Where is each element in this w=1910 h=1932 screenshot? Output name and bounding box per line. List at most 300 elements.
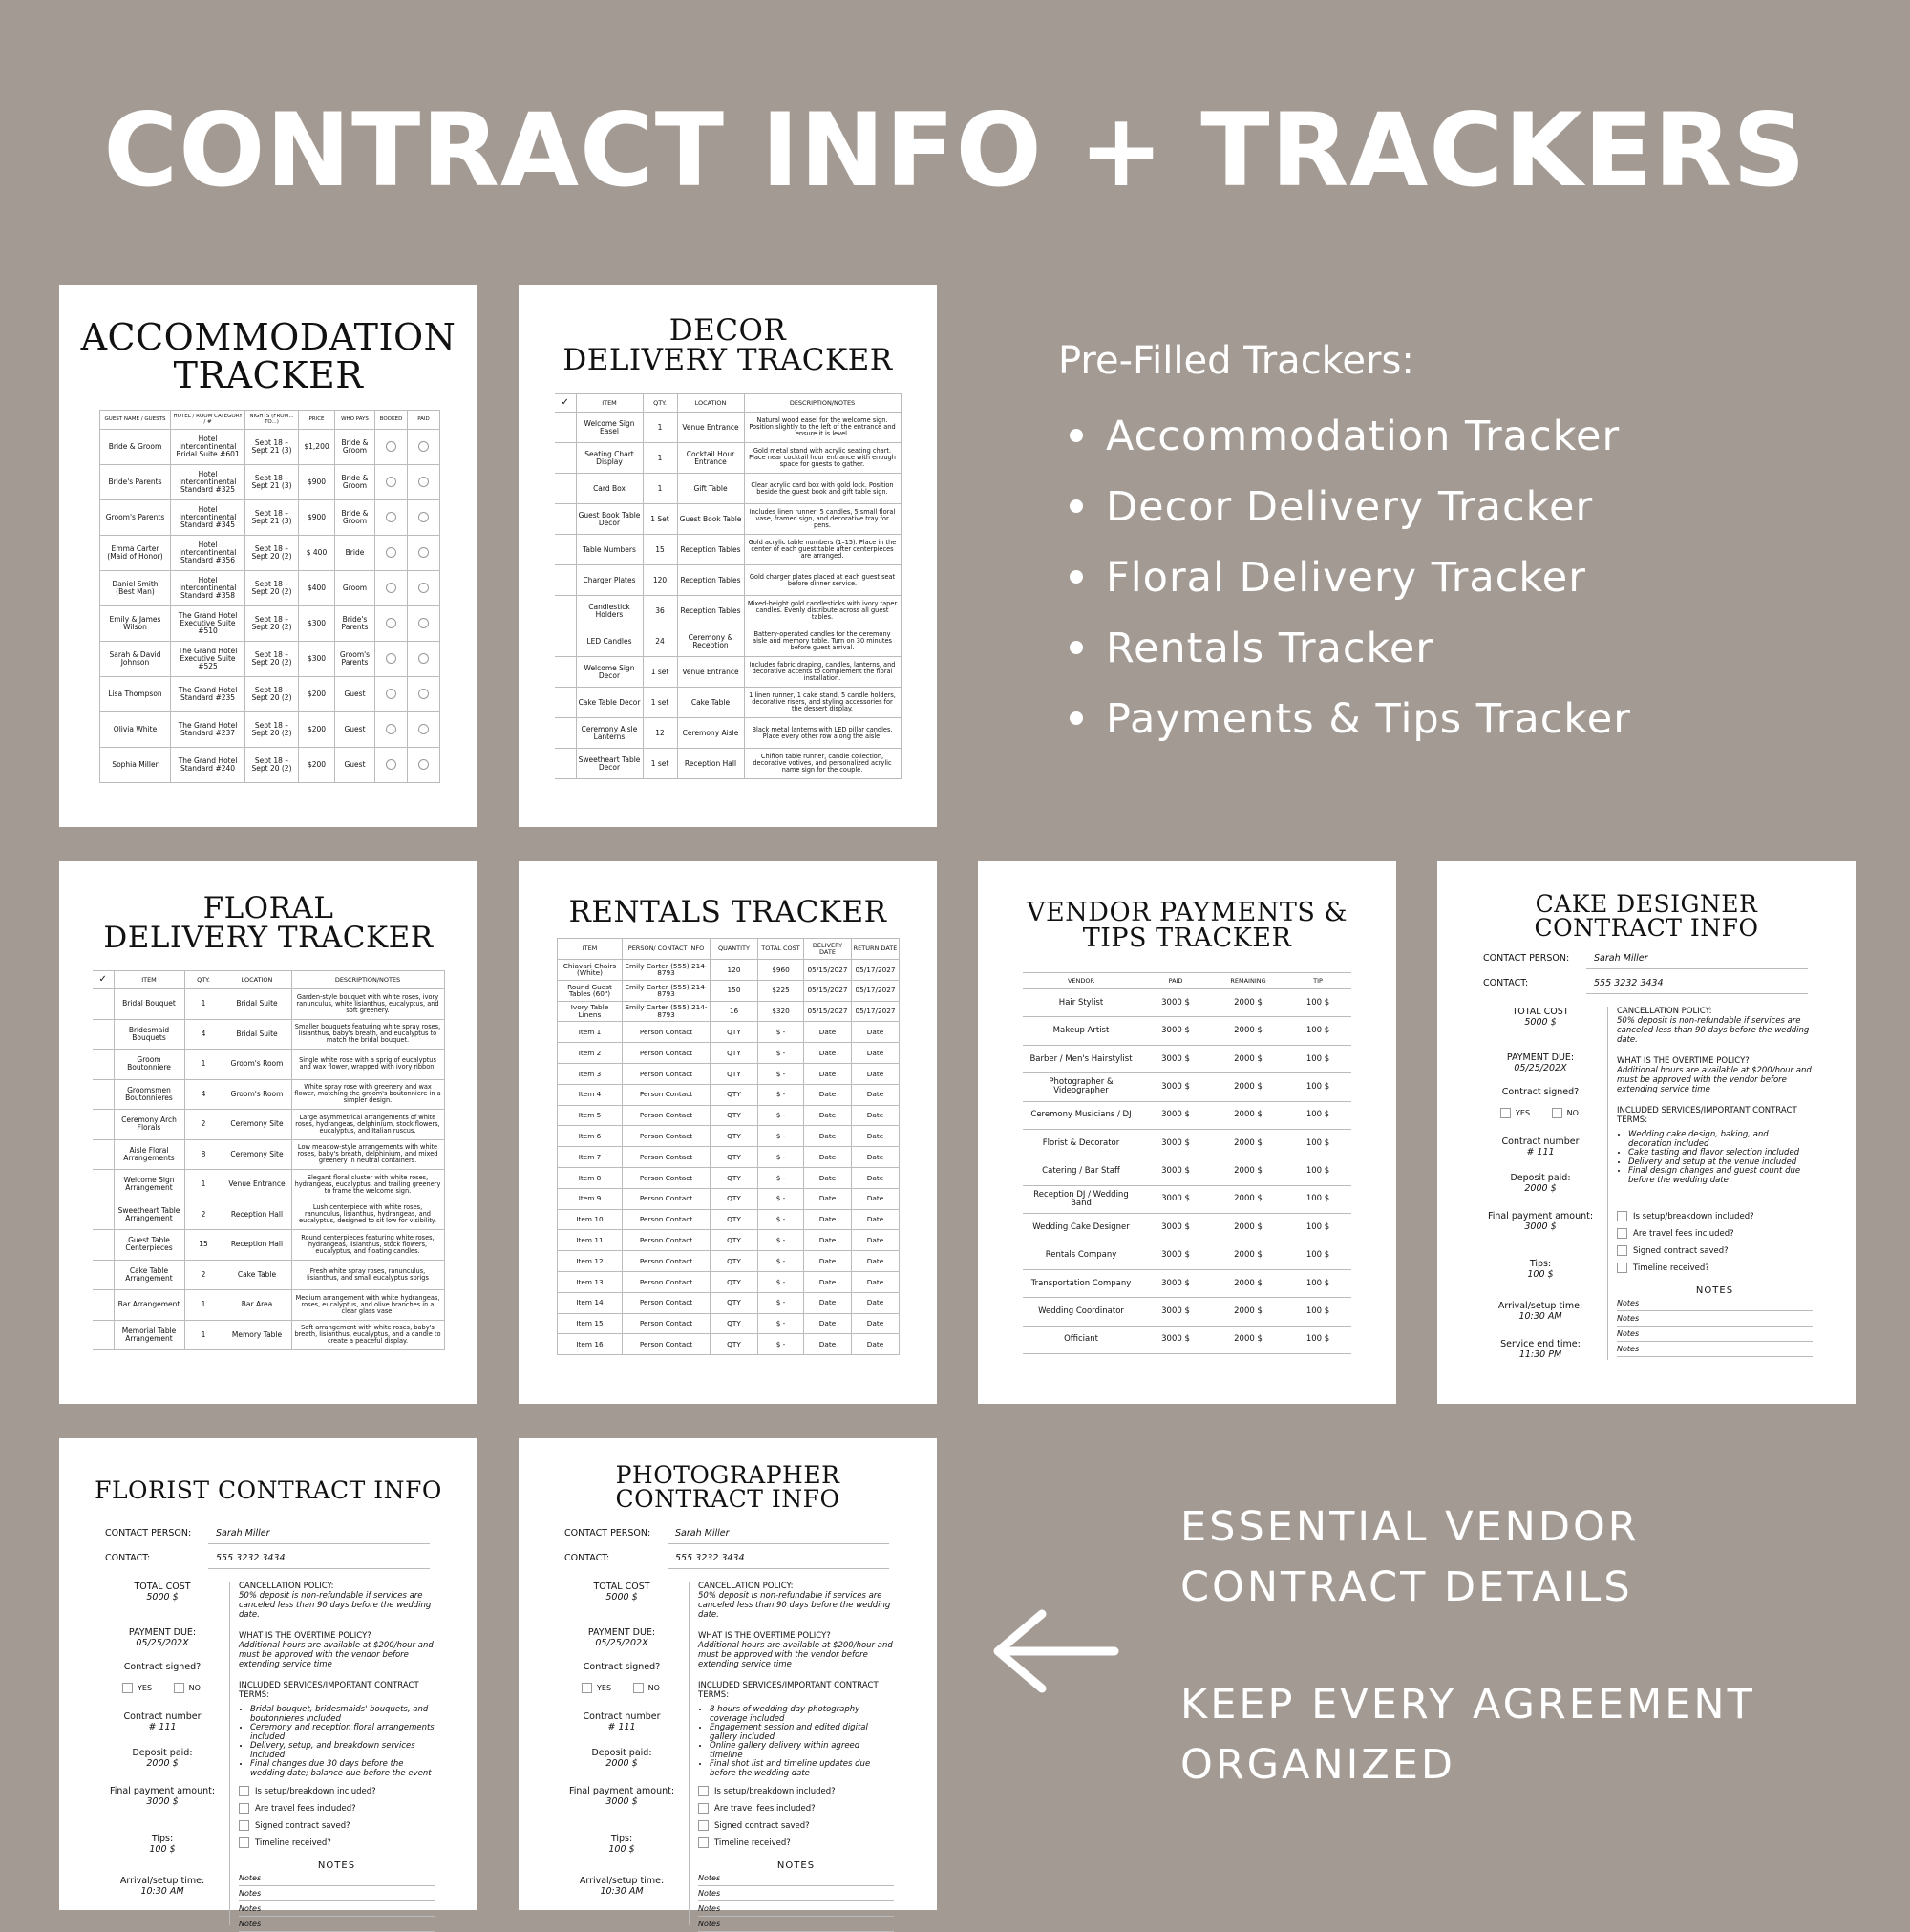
table-cell: Sept 18 – Sept 20 (2): [245, 606, 299, 642]
contract-signed-label: Contract signed?: [583, 1662, 661, 1672]
table-cell: Date: [804, 1126, 852, 1147]
florist-contract-card: [59, 1438, 478, 1928]
circle-checkbox-icon: [418, 618, 429, 628]
table-cell: 3000 $: [1139, 1298, 1212, 1326]
table-cell: Date: [804, 1063, 852, 1084]
table-cell: Item 2: [558, 1043, 623, 1064]
contract-signed-options: [582, 1683, 660, 1693]
table-cell: 2000 $: [1212, 1129, 1284, 1157]
yes-label: YES: [1516, 1109, 1531, 1117]
final-payment: [564, 1786, 679, 1807]
table-cell: Date: [852, 1251, 900, 1272]
table-row: [558, 1271, 900, 1292]
table-row: [1023, 1045, 1351, 1072]
table-cell: Item 1: [558, 1022, 623, 1043]
contact-row: [564, 1553, 889, 1566]
table-cell: $ -: [758, 1334, 804, 1355]
checkbox[interactable]: [698, 1837, 709, 1848]
deposit-paid: [1483, 1173, 1598, 1194]
table-cell: 2000 $: [1212, 1298, 1284, 1326]
table-cell: Person Contact: [623, 1105, 711, 1126]
table-cell: 100 $: [1284, 1073, 1351, 1101]
notes-line[interactable]: Notes: [1617, 1311, 1813, 1327]
prefilled-list-item: [1070, 684, 1631, 754]
table-cell: Item 11: [558, 1230, 623, 1251]
table-cell: Groom's Parents: [100, 500, 171, 536]
essential-vendor-line1: ESSENTIAL VENDOR: [1180, 1503, 1640, 1551]
table-cell: Date: [804, 1230, 852, 1251]
table-cell: QTY: [711, 1271, 758, 1292]
table-row: [555, 504, 901, 535]
checklist-item-label: Are travel fees included?: [714, 1804, 816, 1814]
photographer-title-line2: CONTRACT INFO: [615, 1485, 840, 1513]
table-cell: $ -: [758, 1022, 804, 1043]
table-cell: Includes fabric draping, candles, lanterns, and decorative accents to complement the floral installation.: [744, 657, 901, 688]
table-row: [558, 1230, 900, 1251]
table-row: [558, 1292, 900, 1313]
table-cell: 1 linen runner, 1 cake stand, 5 candle holders, decorative risers, and styling accessories for the dessert display.: [744, 688, 901, 718]
table-cell: QTY: [711, 1147, 758, 1168]
total-cost: [1483, 1007, 1598, 1028]
check-cell: [93, 1050, 114, 1080]
table-cell: QTY: [711, 1292, 758, 1313]
table-cell: Bridal Suite: [223, 989, 291, 1020]
table-header-cell: LOCATION: [677, 394, 744, 413]
table-header-cell: DESCRIPTION/NOTES: [744, 394, 901, 413]
table-cell: Person Contact: [623, 1084, 711, 1105]
checkbox[interactable]: [239, 1820, 249, 1831]
table-cell: QTY: [711, 1063, 758, 1084]
table-row: [100, 606, 440, 642]
table-cell: Date: [852, 1063, 900, 1084]
table-cell: Item 14: [558, 1292, 623, 1313]
table-cell: 15: [184, 1230, 223, 1261]
cake-designer-contract-card: [1437, 861, 1856, 1404]
table-cell: Elegant floral cluster with white roses, hydrangeas, eucalyptus, and trailing greenery to frame the welcome sign.: [291, 1170, 444, 1200]
deposit-paid-value: 2000 $: [605, 1758, 638, 1769]
checkbox[interactable]: [1617, 1228, 1627, 1239]
table-cell: 120: [643, 565, 677, 596]
table-cell: Sept 18 – Sept 20 (2): [245, 712, 299, 748]
table-cell: Item 5: [558, 1105, 623, 1126]
overtime-text: Additional hours are available at $200/hour and must be approved with the vendor before extending service time: [239, 1641, 434, 1669]
table-cell: Round centerpieces featuring white roses, hydrangeas, lisianthus, stock flowers, eucalyptus, and floating candles.: [291, 1230, 444, 1261]
deposit-paid-value: 2000 $: [1524, 1183, 1557, 1194]
table-cell: Natural wood easel for the welcome sign. Position slightly to the left of the entrance and ensure it is level.: [744, 413, 901, 443]
table-cell: Groom's Parents: [335, 642, 375, 677]
check-cell: [555, 443, 576, 474]
table-cell: Date: [852, 1292, 900, 1313]
table-cell: 100 $: [1284, 1214, 1351, 1242]
table-cell: 2000 $: [1212, 1017, 1284, 1045]
table-cell: Date: [804, 1084, 852, 1105]
table-cell: Date: [804, 1043, 852, 1064]
table-cell: Bride: [335, 536, 375, 571]
table-cell: 2000 $: [1212, 1101, 1284, 1129]
table-cell: 1: [184, 989, 223, 1020]
table-cell: 120: [711, 960, 758, 981]
table-cell: 4: [184, 1079, 223, 1110]
check-cell: [555, 413, 576, 443]
table-cell: Sarah & David Johnson: [100, 642, 171, 677]
circle-checkbox-icon: [386, 477, 396, 487]
check-cell: [93, 1170, 114, 1200]
check-column-header: ✓: [555, 394, 576, 413]
table-cell: Person Contact: [623, 1230, 711, 1251]
total-cost-label: TOTAL COST: [1512, 1007, 1569, 1017]
check-cell: [555, 749, 576, 779]
table-cell: Sophia Miller: [100, 748, 171, 783]
table-row: [558, 1043, 900, 1064]
checkbox[interactable]: [239, 1803, 249, 1814]
yes-checkbox[interactable]: [1500, 1108, 1511, 1118]
contract-signed: [564, 1662, 679, 1672]
tips-label: Tips:: [151, 1834, 174, 1844]
notes-line[interactable]: Notes: [1617, 1342, 1813, 1357]
checkbox[interactable]: [1617, 1263, 1627, 1273]
table-cell: Date: [804, 1188, 852, 1209]
table-row: [1023, 1298, 1351, 1326]
table-cell: $ -: [758, 1188, 804, 1209]
table-cell: Emily Carter (555) 214-8793: [623, 980, 711, 1001]
notes-line[interactable]: Notes: [698, 1886, 894, 1901]
table-cell: $900: [299, 465, 335, 500]
check-cell: [93, 1110, 114, 1140]
accommodation-title-line1: ACCOMMODATION: [80, 316, 456, 358]
table-cell: 1: [184, 1050, 223, 1080]
table-cell: 1 Set: [643, 504, 677, 535]
checkbox-cell: [375, 465, 408, 500]
table-cell: Makeup Artist: [1023, 1017, 1139, 1045]
yes-checkbox[interactable]: [122, 1683, 133, 1693]
contact-person-row-value: Sarah Miller: [1594, 953, 1648, 964]
checkbox-cell: [408, 642, 440, 677]
table-cell: Person Contact: [623, 1126, 711, 1147]
check-cell: [93, 1230, 114, 1261]
table-cell: Candlestick Holders: [576, 596, 643, 626]
table-row: [558, 1001, 900, 1022]
contract-number-label: Contract number: [123, 1711, 202, 1722]
notes-line[interactable]: Notes: [239, 1917, 435, 1932]
total-cost-value: 5000 $: [1524, 1017, 1557, 1028]
table-cell: Bride's Parents: [335, 606, 375, 642]
notes-line[interactable]: Notes: [239, 1901, 435, 1917]
table-row: [558, 1167, 900, 1188]
table-cell: Person Contact: [623, 1292, 711, 1313]
table-cell: Officiant: [1023, 1326, 1139, 1353]
prefilled-list: [1070, 401, 1631, 754]
table-row: [1023, 1214, 1351, 1242]
table-cell: Groom's Room: [223, 1079, 291, 1110]
deposit-paid: [105, 1748, 220, 1769]
table-cell: Sept 18 – Sept 20 (2): [245, 748, 299, 783]
table-cell: $300: [299, 642, 335, 677]
floral-title-line1: FLORAL: [202, 891, 334, 925]
table-cell: Person Contact: [623, 1147, 711, 1168]
check-cell: [93, 1260, 114, 1290]
table-header-cell: QTY.: [643, 394, 677, 413]
tips-value: 100 $: [149, 1844, 176, 1855]
table-cell: 3000 $: [1139, 1073, 1212, 1101]
no-checkbox[interactable]: [174, 1683, 184, 1693]
tips: [1483, 1259, 1598, 1280]
table-cell: Person Contact: [623, 1209, 711, 1230]
table-cell: Item 16: [558, 1334, 623, 1355]
table-cell: QTY: [711, 1167, 758, 1188]
table-cell: 24: [643, 626, 677, 657]
table-cell: $ -: [758, 1230, 804, 1251]
arrival-time-label: Arrival/setup time:: [579, 1876, 665, 1886]
table-cell: 1 set: [643, 688, 677, 718]
contact-row: [105, 1553, 430, 1566]
table-cell: Bridal Bouquet: [114, 989, 184, 1020]
table-cell: 2000 $: [1212, 1326, 1284, 1353]
table-cell: Date: [804, 1022, 852, 1043]
included-label: INCLUDED SERVICES/IMPORTANT CONTRACT TERMS:: [698, 1681, 879, 1700]
table-cell: Card Box: [576, 474, 643, 504]
checkbox[interactable]: [698, 1803, 709, 1814]
checkbox-cell: [375, 748, 408, 783]
no-checkbox[interactable]: [633, 1683, 644, 1693]
table-cell: QTY: [711, 1105, 758, 1126]
table-cell: QTY: [711, 1126, 758, 1147]
table-cell: 4: [184, 1019, 223, 1050]
table-cell: Date: [852, 1084, 900, 1105]
checkbox[interactable]: [698, 1786, 709, 1796]
table-cell: Venue Entrance: [677, 657, 744, 688]
table-cell: Date: [852, 1043, 900, 1064]
table-cell: Sept 18 – Sept 21 (3): [245, 465, 299, 500]
table-cell: Date: [804, 1271, 852, 1292]
table-cell: $200: [299, 677, 335, 712]
arrival-time: [105, 1876, 220, 1897]
underline: [668, 1543, 889, 1544]
notes-line[interactable]: Notes: [698, 1871, 894, 1886]
yes-checkbox[interactable]: [582, 1683, 592, 1693]
cake-title: [1437, 892, 1856, 940]
table-cell: 2000 $: [1212, 989, 1284, 1017]
checklist: [239, 1786, 435, 1932]
circle-checkbox-icon: [418, 724, 429, 734]
table-cell: Reception Tables: [677, 535, 744, 565]
checklist-item-label: Is setup/breakdown included?: [1633, 1212, 1754, 1221]
table-row: [100, 712, 440, 748]
notes-line[interactable]: Notes: [1617, 1327, 1813, 1342]
table-cell: Welcome Sign Easel: [576, 413, 643, 443]
table-cell: 2000 $: [1212, 1045, 1284, 1072]
circle-checkbox-icon: [418, 689, 429, 699]
table-cell: Bridesmaid Bouquets: [114, 1019, 184, 1050]
table-cell: Date: [804, 1251, 852, 1272]
included-item: • Final changes due 30 days before the wedding date; balance due before the event: [250, 1760, 435, 1778]
table-cell: 150: [711, 980, 758, 1001]
underline: [208, 1568, 430, 1569]
table-cell: Guest: [335, 677, 375, 712]
table-cell: Date: [852, 1334, 900, 1355]
table-cell: Bride & Groom: [335, 430, 375, 465]
table-cell: Date: [804, 1167, 852, 1188]
table-cell: Seating Chart Display: [576, 443, 643, 474]
essential-vendor-line2: CONTRACT DETAILS: [1180, 1563, 1633, 1611]
table-cell: 2000 $: [1212, 1185, 1284, 1213]
checkbox[interactable]: [239, 1786, 249, 1796]
payment-due-value: 05/25/202X: [595, 1638, 648, 1648]
payment-due: [1483, 1052, 1598, 1073]
total-cost-value: 5000 $: [146, 1592, 179, 1603]
table-cell: Single white rose with a sprig of eucalyptus and wax flower, wrapped with ivory ribbon.: [291, 1050, 444, 1080]
table-row: [555, 688, 901, 718]
table-cell: Reception Hall: [223, 1200, 291, 1230]
table-cell: $ -: [758, 1063, 804, 1084]
circle-checkbox-icon: [418, 477, 429, 487]
table-row: [93, 1019, 444, 1050]
table-cell: Sept 18 – Sept 20 (2): [245, 571, 299, 606]
table-row: [1023, 1269, 1351, 1297]
table-cell: Bride & Groom: [100, 430, 171, 465]
final-payment-label: Final payment amount:: [1487, 1211, 1594, 1221]
table-cell: Date: [852, 1188, 900, 1209]
table-cell: 3000 $: [1139, 1214, 1212, 1242]
prefilled-list-item: [1070, 613, 1631, 684]
table-cell: Guest Table Centerpieces: [114, 1230, 184, 1261]
checkbox[interactable]: [698, 1820, 709, 1831]
table-row: [555, 626, 901, 657]
table-cell: $400: [299, 571, 335, 606]
final-payment-value: 3000 $: [1524, 1221, 1557, 1232]
total-cost-label: TOTAL COST: [593, 1582, 650, 1592]
contract-signed: [1483, 1087, 1598, 1097]
notes-line[interactable]: Notes: [239, 1886, 435, 1901]
table-cell: Florist & Decorator: [1023, 1129, 1139, 1157]
table-cell: Soft arrangement with white roses, baby's breath, lisianthus, eucalyptus, and a candle to create a peaceful display.: [291, 1320, 444, 1350]
bullet-icon: [1070, 499, 1083, 513]
circle-checkbox-icon: [418, 547, 429, 558]
table-cell: $ -: [758, 1292, 804, 1313]
table-cell: Bridal Suite: [223, 1019, 291, 1050]
table-cell: Venue Entrance: [677, 413, 744, 443]
table-cell: Groom's Room: [223, 1050, 291, 1080]
included-item: • 8 hours of wedding day photography coverage included: [710, 1706, 894, 1724]
cake-contract-details: [1483, 953, 1813, 1402]
checkbox[interactable]: [1617, 1245, 1627, 1256]
table-row: [93, 1139, 444, 1170]
table-cell: Lisa Thompson: [100, 677, 171, 712]
circle-checkbox-icon: [386, 441, 396, 452]
contact-person-row-label: CONTACT PERSON:: [1483, 953, 1570, 964]
table-cell: Item 13: [558, 1271, 623, 1292]
table-cell: Chiffon table runner, candle collection, decorative votives, and personalized acrylic name sign for the couple.: [744, 749, 901, 779]
notes-line[interactable]: Notes: [698, 1901, 894, 1917]
included-item: • Delivery and setup at the venue included: [1628, 1158, 1813, 1168]
table-cell: 3000 $: [1139, 1045, 1212, 1072]
total-cost: [105, 1582, 220, 1603]
table-row: [555, 749, 901, 779]
vendor-payments-table: [1023, 972, 1351, 1354]
notes-line[interactable]: Notes: [1617, 1296, 1813, 1311]
table-row: [1023, 989, 1351, 1017]
checkbox-cell: [375, 642, 408, 677]
table-cell: Gift Table: [677, 474, 744, 504]
table-row: [555, 474, 901, 504]
checkbox-cell: [375, 536, 408, 571]
table-cell: QTY: [711, 1209, 758, 1230]
contact-row-value: 555 3232 3434: [675, 1553, 745, 1563]
check-cell: [555, 596, 576, 626]
table-cell: Venue Entrance: [223, 1170, 291, 1200]
table-cell: Item 10: [558, 1209, 623, 1230]
table-cell: The Grand Hotel Standard #240: [171, 748, 245, 783]
checklist-item-label: Timeline received?: [714, 1838, 791, 1848]
arrival-time-value: 10:30 AM: [140, 1886, 184, 1897]
checklist-item: [239, 1837, 435, 1855]
table-cell: 100 $: [1284, 1298, 1351, 1326]
table-cell: 100 $: [1284, 1242, 1351, 1269]
no-checkbox[interactable]: [1552, 1108, 1562, 1118]
table-cell: Clear acrylic card box with gold lock. Position beside the guest book and gift table sign.: [744, 474, 901, 504]
table-cell: Guest Book Table Decor: [576, 504, 643, 535]
checkbox[interactable]: [1617, 1211, 1627, 1221]
table-header-cell: ITEM: [576, 394, 643, 413]
table-row: [555, 718, 901, 749]
contract-number-value: # 111: [148, 1722, 177, 1732]
table-cell: 2000 $: [1212, 1242, 1284, 1269]
checkbox-cell: [408, 712, 440, 748]
table-cell: 100 $: [1284, 1101, 1351, 1129]
bullet-icon: [1070, 570, 1083, 584]
prefilled-list-item-label: Decor Delivery Tracker: [1106, 483, 1594, 531]
table-cell: Date: [852, 1147, 900, 1168]
table-header-cell: DELIVERY DATE: [804, 939, 852, 960]
table-cell: Cocktail Hour Entrance: [677, 443, 744, 474]
table-cell: 1 set: [643, 749, 677, 779]
notes-heading: NOTES: [1695, 1285, 1734, 1296]
checkbox-cell: [408, 430, 440, 465]
included-list: [1617, 1131, 1813, 1185]
table-cell: Item 12: [558, 1251, 623, 1272]
contact-row: [1483, 978, 1808, 991]
notes-line[interactable]: Notes: [698, 1917, 894, 1932]
checkbox[interactable]: [239, 1837, 249, 1848]
table-cell: $1,200: [299, 430, 335, 465]
underline: [1586, 968, 1808, 969]
table-row: [93, 1170, 444, 1200]
final-payment: [105, 1786, 220, 1807]
service-end-time-label: Service end time:: [1500, 1339, 1581, 1349]
contract-number-label: Contract number: [583, 1711, 661, 1722]
table-cell: 36: [643, 596, 677, 626]
check-cell: [93, 1139, 114, 1170]
contract-signed-label: Contract signed?: [123, 1662, 202, 1672]
table-cell: $ -: [758, 1167, 804, 1188]
total-cost: [564, 1582, 679, 1603]
check-cell: [93, 1019, 114, 1050]
table-cell: Date: [804, 1313, 852, 1334]
table-cell: 1: [184, 1320, 223, 1350]
checklist-item-label: Signed contract saved?: [714, 1821, 810, 1831]
table-row: [1023, 1242, 1351, 1269]
table-cell: Round Guest Tables (60"): [558, 980, 623, 1001]
table-cell: 1: [643, 474, 677, 504]
table-cell: Includes linen runner, 5 candles, 5 small floral vase, framed sign, and decorative tray for pens.: [744, 504, 901, 535]
contract-number-value: # 111: [607, 1722, 636, 1732]
table-row: [93, 1200, 444, 1230]
notes-line[interactable]: Notes: [239, 1871, 435, 1886]
checkbox-cell: [375, 712, 408, 748]
yes-label: YES: [597, 1684, 612, 1692]
checklist-item-label: Signed contract saved?: [1633, 1246, 1729, 1256]
table-row: [100, 748, 440, 783]
final-payment-value: 3000 $: [146, 1796, 179, 1807]
